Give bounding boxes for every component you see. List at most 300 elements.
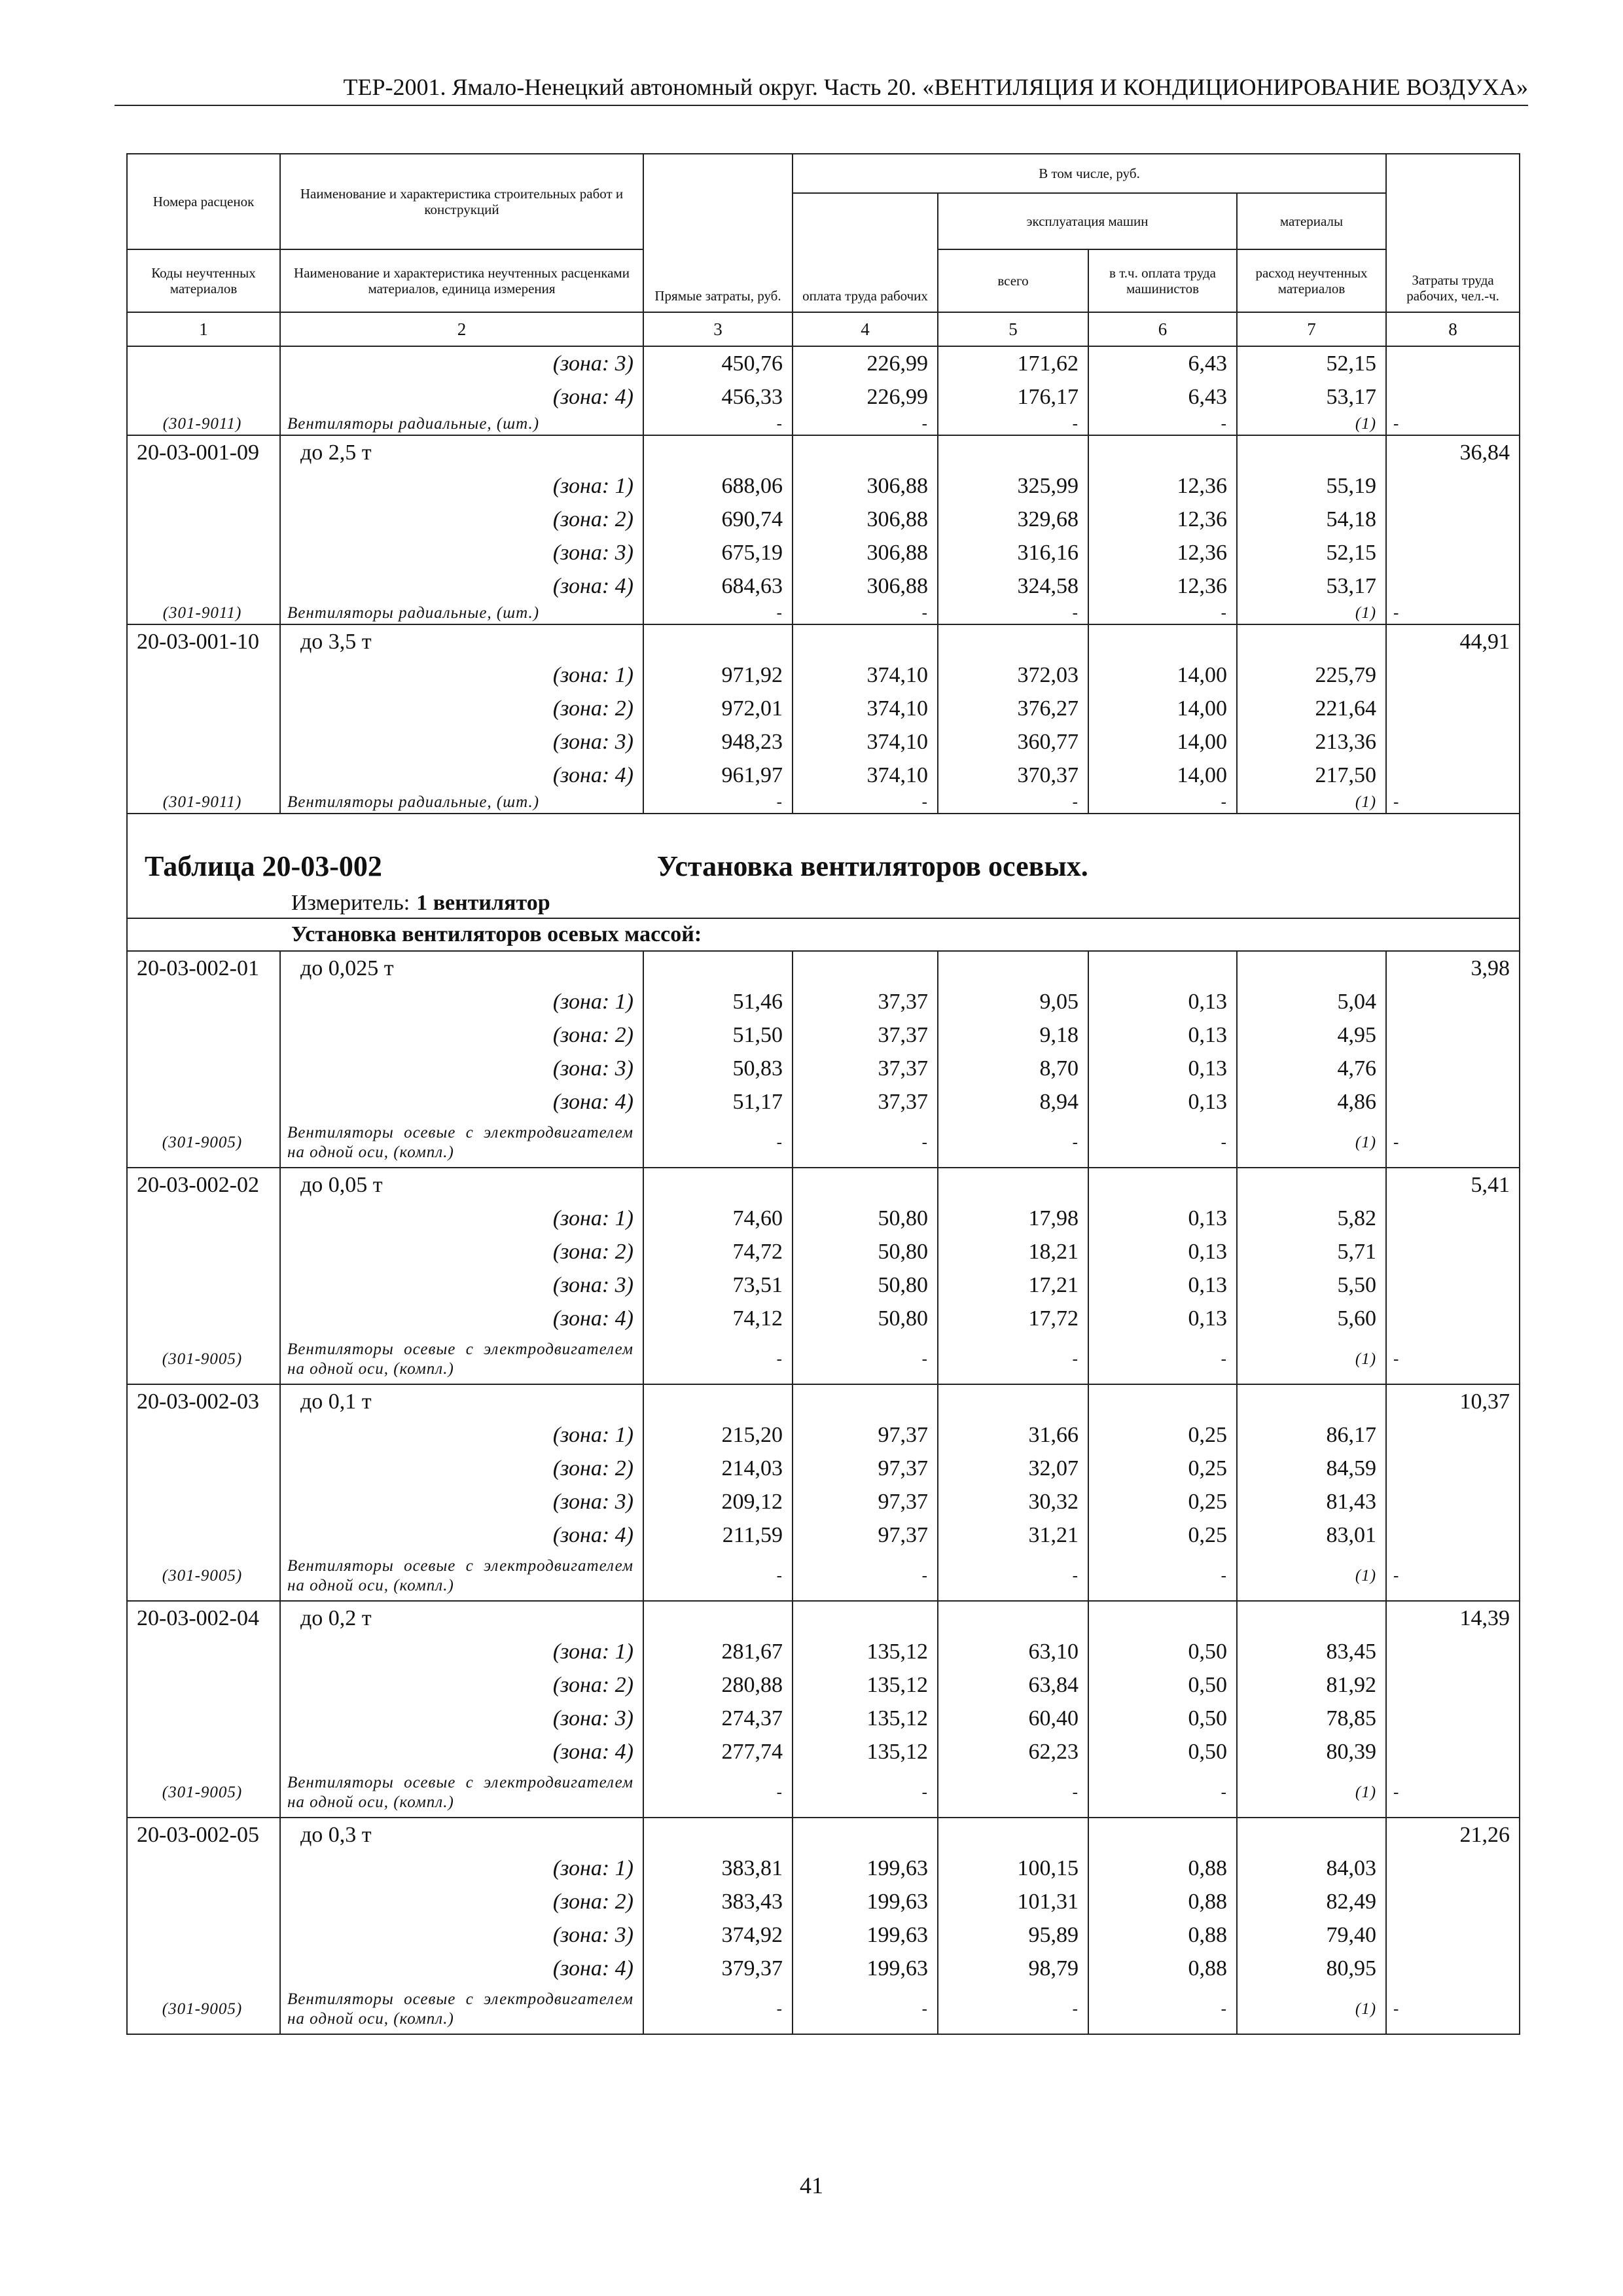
rate-name: до 0,3 т — [280, 1818, 643, 1852]
materials-cost: 221,64 — [1237, 692, 1386, 725]
rate-code: 20-03-002-04 — [127, 1601, 280, 1635]
rate-row — [127, 1168, 1520, 1202]
zone-row — [127, 759, 1520, 792]
machines-labor: 0,13 — [1088, 1302, 1237, 1335]
empty-code-cell — [127, 759, 280, 792]
zone-label: (зона: 1) — [280, 985, 643, 1018]
materials-cost: 53,17 — [1237, 569, 1386, 603]
zone-row — [127, 1302, 1520, 1335]
material-dash: - — [793, 1768, 938, 1818]
empty-labor-cell — [1386, 1235, 1520, 1268]
empty-labor-cell — [1386, 1735, 1520, 1768]
empty-code-cell — [127, 1852, 280, 1885]
machines-labor: 0,13 — [1088, 1268, 1237, 1302]
machines-labor: 0,88 — [1088, 1918, 1237, 1952]
materials-cost: 86,17 — [1237, 1418, 1386, 1452]
empty-cell — [793, 1168, 938, 1202]
empty-code-cell — [127, 1302, 280, 1335]
materials-cost: 84,59 — [1237, 1452, 1386, 1485]
machines-total: 18,21 — [938, 1235, 1088, 1268]
zone-row — [127, 569, 1520, 603]
empty-cell — [643, 951, 793, 985]
zone-label: (зона: 4) — [280, 1952, 643, 1985]
empty-cell — [938, 951, 1088, 985]
material-dash: - — [938, 1119, 1088, 1168]
empty-code-cell — [127, 1018, 280, 1052]
machines-total: 100,15 — [938, 1852, 1088, 1885]
empty-code-cell — [127, 346, 280, 380]
material-qty: (1) — [1237, 1335, 1386, 1384]
zone-row — [127, 1418, 1520, 1452]
empty-cell — [793, 435, 938, 469]
material-dash: - — [793, 414, 938, 435]
material-tail: - — [1386, 603, 1520, 624]
labor-hours: 36,84 — [1386, 435, 1520, 469]
material-dash: - — [643, 1119, 793, 1168]
direct-cost: 74,60 — [643, 1202, 793, 1235]
empty-labor-cell — [1386, 985, 1520, 1018]
zone-label: (зона: 2) — [280, 1235, 643, 1268]
machines-total: 325,99 — [938, 469, 1088, 503]
col-num-3: 3 — [643, 312, 793, 346]
empty-labor-cell — [1386, 759, 1520, 792]
machines-total: 63,84 — [938, 1668, 1088, 1702]
empty-code-cell — [127, 1418, 280, 1452]
rate-row — [127, 435, 1520, 469]
col2-header-bottom: Наименование и характеристика неучтенных расценками материалов, единица измерения — [280, 249, 643, 312]
materials-cost: 84,03 — [1237, 1852, 1386, 1885]
machines-total: 376,27 — [938, 692, 1088, 725]
page-header: ТЕР-2001. Ямало-Ненецкий автономный округ. Часть 20. «ВЕНТИЛЯЦИЯ И КОНДИЦИОНИРОВАНИЕ ВОЗДУХА» — [115, 73, 1528, 106]
rate-code: 20-03-001-09 — [127, 435, 280, 469]
empty-labor-cell — [1386, 658, 1520, 692]
materials-cost: 225,79 — [1237, 658, 1386, 692]
materials-cost: 5,60 — [1237, 1302, 1386, 1335]
empty-labor-cell — [1386, 1702, 1520, 1735]
direct-cost: 971,92 — [643, 658, 793, 692]
measure-label: Измеритель: — [291, 891, 410, 915]
material-code: (301-9011) — [127, 603, 280, 624]
machines-total: 95,89 — [938, 1918, 1088, 1952]
labor-pay: 199,63 — [793, 1852, 938, 1885]
zone-label: (зона: 2) — [280, 1885, 643, 1918]
zone-row — [127, 1085, 1520, 1119]
machines-labor: 12,36 — [1088, 503, 1237, 536]
empty-code-cell — [127, 569, 280, 603]
rate-name: до 0,05 т — [280, 1168, 643, 1202]
machines-total: 9,18 — [938, 1018, 1088, 1052]
col-num-4: 4 — [793, 312, 938, 346]
zone-label: (зона: 4) — [280, 380, 643, 414]
price-table-wrapper — [126, 153, 1519, 2035]
machines-labor: 0,50 — [1088, 1702, 1237, 1735]
labor-pay: 135,12 — [793, 1702, 938, 1735]
materials-cost: 78,85 — [1237, 1702, 1386, 1735]
labor-pay: 37,37 — [793, 1018, 938, 1052]
material-name: Вентиляторы радиальные, (шт.) — [280, 414, 643, 435]
materials-cost: 80,95 — [1237, 1952, 1386, 1985]
materials-cost: 82,49 — [1237, 1885, 1386, 1918]
material-tail: - — [1386, 414, 1520, 435]
incl-header: В том числе, руб. — [793, 154, 1386, 193]
zone-row — [127, 725, 1520, 759]
machines-labor: 0,25 — [1088, 1518, 1237, 1552]
material-dash: - — [938, 792, 1088, 814]
col3-header: Прямые затраты, руб. — [643, 154, 793, 312]
material-code: (301-9005) — [127, 1768, 280, 1818]
labor-pay: 97,37 — [793, 1518, 938, 1552]
machines-total-header: всего — [938, 249, 1088, 312]
material-dash: - — [1088, 1335, 1237, 1384]
material-dash: - — [1088, 603, 1237, 624]
materials-cost: 4,76 — [1237, 1052, 1386, 1085]
zone-row — [127, 1268, 1520, 1302]
direct-cost: 51,46 — [643, 985, 793, 1018]
zone-label: (зона: 1) — [280, 1418, 643, 1452]
labor-pay: 97,37 — [793, 1485, 938, 1518]
column-number-row — [127, 312, 1520, 346]
empty-labor-cell — [1386, 1918, 1520, 1952]
labor-pay: 97,37 — [793, 1418, 938, 1452]
empty-labor-cell — [1386, 1952, 1520, 1985]
materials-cost: 217,50 — [1237, 759, 1386, 792]
machines-total: 32,07 — [938, 1452, 1088, 1485]
zone-row — [127, 985, 1520, 1018]
materials-cost: 80,39 — [1237, 1735, 1386, 1768]
material-row — [127, 1119, 1520, 1168]
page-number: 41 — [800, 2172, 823, 2198]
labor-hours: 44,91 — [1386, 624, 1520, 658]
material-tail: - — [1386, 792, 1520, 814]
machines-labor: 0,88 — [1088, 1852, 1237, 1885]
materials-cost: 79,40 — [1237, 1918, 1386, 1952]
zone-label: (зона: 4) — [280, 569, 643, 603]
machines-total: 31,21 — [938, 1518, 1088, 1552]
machines-total: 31,66 — [938, 1418, 1088, 1452]
labor-hours: 10,37 — [1386, 1384, 1520, 1418]
direct-cost: 74,72 — [643, 1235, 793, 1268]
material-dash: - — [1088, 792, 1237, 814]
machines-total: 171,62 — [938, 346, 1088, 380]
rate-code: 20-03-002-05 — [127, 1818, 280, 1852]
direct-cost: 209,12 — [643, 1485, 793, 1518]
zone-row — [127, 1852, 1520, 1885]
rate-row — [127, 951, 1520, 985]
rate-code: 20-03-002-03 — [127, 1384, 280, 1418]
rate-name: до 0,1 т — [280, 1384, 643, 1418]
empty-labor-cell — [1386, 380, 1520, 414]
materials-cost: 5,04 — [1237, 985, 1386, 1018]
zone-row — [127, 1735, 1520, 1768]
direct-cost: 675,19 — [643, 536, 793, 569]
material-dash: - — [938, 1768, 1088, 1818]
zone-row — [127, 469, 1520, 503]
section-title: Установка вентиляторов осевых массой: — [127, 918, 1520, 951]
zone-row — [127, 1202, 1520, 1235]
empty-code-cell — [127, 1918, 280, 1952]
material-qty: (1) — [1237, 603, 1386, 624]
machines-labor: 0,50 — [1088, 1735, 1237, 1768]
machines-labor: 14,00 — [1088, 725, 1237, 759]
zone-label: (зона: 2) — [280, 1018, 643, 1052]
materials-cost: 5,82 — [1237, 1202, 1386, 1235]
material-name: Вентиляторы осевые с электродвигателем на одной оси, (компл.) — [280, 1335, 643, 1384]
zone-label: (зона: 1) — [280, 1202, 643, 1235]
machines-total: 63,10 — [938, 1635, 1088, 1668]
table-title-cell — [127, 814, 1520, 889]
materials-cost: 81,43 — [1237, 1485, 1386, 1518]
zone-label: (зона: 2) — [280, 1668, 643, 1702]
empty-cell — [938, 624, 1088, 658]
material-tail: - — [1386, 1552, 1520, 1601]
direct-cost: 961,97 — [643, 759, 793, 792]
empty-cell — [793, 1601, 938, 1635]
measure-row — [127, 889, 1520, 918]
machines-labor: 0,13 — [1088, 1018, 1237, 1052]
col-num-1: 1 — [127, 312, 280, 346]
material-dash: - — [643, 1985, 793, 2034]
materials-cost: 81,92 — [1237, 1668, 1386, 1702]
labor-hours: 14,39 — [1386, 1601, 1520, 1635]
empty-cell — [1237, 624, 1386, 658]
machines-labor: 12,36 — [1088, 469, 1237, 503]
labor-pay: 37,37 — [793, 1052, 938, 1085]
zone-row — [127, 1018, 1520, 1052]
col-num-8: 8 — [1386, 312, 1520, 346]
material-row — [127, 792, 1520, 814]
empty-cell — [1237, 1601, 1386, 1635]
col8-header: Затраты труда рабочих, чел.-ч. — [1386, 154, 1520, 312]
rate-row — [127, 1601, 1520, 1635]
direct-cost: 211,59 — [643, 1518, 793, 1552]
materials-cost: 5,71 — [1237, 1235, 1386, 1268]
empty-cell — [1088, 1168, 1237, 1202]
material-code: (301-9011) — [127, 414, 280, 435]
zone-row — [127, 658, 1520, 692]
material-row — [127, 1335, 1520, 1384]
direct-cost: 277,74 — [643, 1735, 793, 1768]
material-dash: - — [793, 1552, 938, 1601]
material-qty: (1) — [1237, 1119, 1386, 1168]
materials-header: материалы — [1237, 193, 1386, 249]
machines-total: 360,77 — [938, 725, 1088, 759]
empty-cell — [938, 1384, 1088, 1418]
zone-label: (зона: 2) — [280, 692, 643, 725]
zone-label: (зона: 1) — [280, 658, 643, 692]
machines-total: 17,21 — [938, 1268, 1088, 1302]
material-dash: - — [938, 414, 1088, 435]
material-dash: - — [938, 1335, 1088, 1384]
material-code: (301-9011) — [127, 792, 280, 814]
machines-header: эксплуатация машин — [938, 193, 1237, 249]
zone-label: (зона: 3) — [280, 1485, 643, 1518]
direct-cost: 690,74 — [643, 503, 793, 536]
direct-cost: 281,67 — [643, 1635, 793, 1668]
rate-code: 20-03-001-10 — [127, 624, 280, 658]
material-name: Вентиляторы осевые с электродвигателем на одной оси, (компл.) — [280, 1768, 643, 1818]
labor-pay: 50,80 — [793, 1268, 938, 1302]
price-table-body — [127, 154, 1520, 2034]
empty-code-cell — [127, 692, 280, 725]
rate-row — [127, 624, 1520, 658]
labor-pay: 374,10 — [793, 759, 938, 792]
price-table — [126, 153, 1520, 2035]
empty-cell — [1237, 951, 1386, 985]
empty-cell — [1237, 1818, 1386, 1852]
empty-cell — [643, 1818, 793, 1852]
labor-pay: 199,63 — [793, 1885, 938, 1918]
machines-labor-header: в т.ч. оплата труда машинистов — [1088, 249, 1237, 312]
empty-labor-cell — [1386, 1485, 1520, 1518]
machines-total: 372,03 — [938, 658, 1088, 692]
direct-cost: 948,23 — [643, 725, 793, 759]
material-name: Вентиляторы осевые с электродвигателем на одной оси, (компл.) — [280, 1552, 643, 1601]
material-dash: - — [793, 1985, 938, 2034]
empty-cell — [793, 1384, 938, 1418]
machines-total: 9,05 — [938, 985, 1088, 1018]
material-dash: - — [643, 603, 793, 624]
direct-cost: 51,50 — [643, 1018, 793, 1052]
material-qty: (1) — [1237, 1552, 1386, 1601]
direct-cost: 688,06 — [643, 469, 793, 503]
empty-cell — [643, 1168, 793, 1202]
labor-hours: 5,41 — [1386, 1168, 1520, 1202]
rate-row — [127, 1384, 1520, 1418]
labor-pay: 226,99 — [793, 346, 938, 380]
materials-cost: 83,45 — [1237, 1635, 1386, 1668]
material-dash: - — [643, 1552, 793, 1601]
empty-labor-cell — [1386, 1418, 1520, 1452]
labor-pay: 199,63 — [793, 1952, 938, 1985]
zone-row — [127, 1518, 1520, 1552]
machines-total: 176,17 — [938, 380, 1088, 414]
zone-label: (зона: 3) — [280, 1702, 643, 1735]
empty-labor-cell — [1386, 469, 1520, 503]
machines-labor: 0,50 — [1088, 1635, 1237, 1668]
labor-pay: 306,88 — [793, 536, 938, 569]
labor-header: оплата труда рабочих — [793, 193, 938, 312]
direct-cost: 456,33 — [643, 380, 793, 414]
material-dash: - — [643, 792, 793, 814]
empty-labor-cell — [1386, 1268, 1520, 1302]
materials-cost: 52,15 — [1237, 536, 1386, 569]
material-name: Вентиляторы осевые с электродвигателем на одной оси, (компл.) — [280, 1119, 643, 1168]
material-dash: - — [1088, 1985, 1237, 2034]
zone-row — [127, 1702, 1520, 1735]
zone-row — [127, 692, 1520, 725]
empty-cell — [1088, 435, 1237, 469]
zone-label: (зона: 3) — [280, 1052, 643, 1085]
material-row — [127, 414, 1520, 435]
col-num-2: 2 — [280, 312, 643, 346]
material-dash: - — [1088, 414, 1237, 435]
material-qty: (1) — [1237, 414, 1386, 435]
material-row — [127, 1552, 1520, 1601]
material-name: Вентиляторы осевые с электродвигателем на одной оси, (компл.) — [280, 1985, 643, 2034]
machines-total: 316,16 — [938, 536, 1088, 569]
zone-row — [127, 380, 1520, 414]
empty-labor-cell — [1386, 1518, 1520, 1552]
empty-cell — [1237, 1168, 1386, 1202]
machines-total: 60,40 — [938, 1702, 1088, 1735]
empty-cell — [793, 951, 938, 985]
direct-cost: 215,20 — [643, 1418, 793, 1452]
material-dash: - — [1088, 1552, 1237, 1601]
labor-hours: 3,98 — [1386, 951, 1520, 985]
direct-cost: 379,37 — [643, 1952, 793, 1985]
empty-code-cell — [127, 1085, 280, 1119]
measure-cell — [127, 889, 1520, 918]
labor-pay: 374,10 — [793, 725, 938, 759]
empty-code-cell — [127, 1235, 280, 1268]
machines-labor: 6,43 — [1088, 380, 1237, 414]
table-label: Таблица 20-03-002 — [145, 850, 382, 882]
empty-cell — [643, 435, 793, 469]
empty-labor-cell — [1386, 1202, 1520, 1235]
empty-code-cell — [127, 1702, 280, 1735]
empty-cell — [938, 435, 1088, 469]
rate-name: до 2,5 т — [280, 435, 643, 469]
rate-name: до 0,025 т — [280, 951, 643, 985]
rate-code: 20-03-002-01 — [127, 951, 280, 985]
labor-pay: 97,37 — [793, 1452, 938, 1485]
col1-header-top: Номера расценок — [127, 154, 280, 249]
empty-labor-cell — [1386, 503, 1520, 536]
machines-total: 17,98 — [938, 1202, 1088, 1235]
machines-total: 324,58 — [938, 569, 1088, 603]
zone-label: (зона: 4) — [280, 1735, 643, 1768]
empty-code-cell — [127, 1268, 280, 1302]
zone-row — [127, 1235, 1520, 1268]
materials-cost: 55,19 — [1237, 469, 1386, 503]
labor-pay: 306,88 — [793, 469, 938, 503]
material-dash: - — [643, 1335, 793, 1384]
col1-header-bottom: Коды неучтенных материалов — [127, 249, 280, 312]
zone-row — [127, 503, 1520, 536]
labor-pay: 306,88 — [793, 569, 938, 603]
col2-header-top: Наименование и характеристика строительных работ и конструкций — [280, 154, 643, 249]
empty-labor-cell — [1386, 1018, 1520, 1052]
direct-cost: 51,17 — [643, 1085, 793, 1119]
empty-code-cell — [127, 1735, 280, 1768]
labor-pay: 135,12 — [793, 1668, 938, 1702]
machines-labor: 6,43 — [1088, 346, 1237, 380]
zone-row — [127, 1635, 1520, 1668]
material-dash: - — [938, 1552, 1088, 1601]
direct-cost: 972,01 — [643, 692, 793, 725]
empty-cell — [1088, 624, 1237, 658]
machines-labor: 0,88 — [1088, 1952, 1237, 1985]
material-dash: - — [793, 1335, 938, 1384]
machines-labor: 0,88 — [1088, 1885, 1237, 1918]
material-tail: - — [1386, 1768, 1520, 1818]
empty-cell — [938, 1601, 1088, 1635]
machines-labor: 0,50 — [1088, 1668, 1237, 1702]
material-code: (301-9005) — [127, 1985, 280, 2034]
empty-labor-cell — [1386, 725, 1520, 759]
zone-row — [127, 1952, 1520, 1985]
machines-labor: 14,00 — [1088, 692, 1237, 725]
machines-labor: 0,13 — [1088, 985, 1237, 1018]
empty-labor-cell — [1386, 536, 1520, 569]
empty-code-cell — [127, 1202, 280, 1235]
zone-row — [127, 1885, 1520, 1918]
empty-code-cell — [127, 1518, 280, 1552]
material-dash: - — [938, 603, 1088, 624]
zone-row — [127, 1918, 1520, 1952]
material-dash: - — [793, 1119, 938, 1168]
labor-pay: 226,99 — [793, 380, 938, 414]
